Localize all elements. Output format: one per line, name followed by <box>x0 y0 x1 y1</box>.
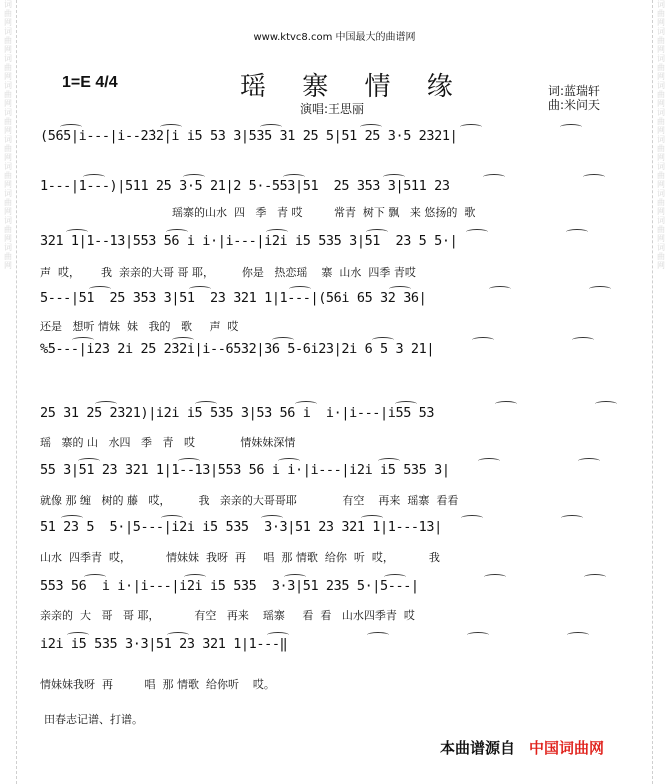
slur-mark <box>361 515 383 521</box>
lyric-line: 山水 四季青 哎， 情妹妹 我呀 再 唱 那 情歌 给你 听 哎， 我 <box>40 551 440 564</box>
slur-mark <box>66 229 88 235</box>
composer-credit: 曲:米问天 <box>548 98 601 112</box>
slur-mark <box>461 515 483 521</box>
slur-mark <box>89 286 111 292</box>
notation-line: 25 31 25 2321)|i2i i5 535 3|53 56 i i·|i---|i55 53 <box>40 405 435 421</box>
lyric-line: 瑶寨的山水 四 季 青 哎 常青 树下 飘 来 悠扬的 歌 <box>172 206 476 219</box>
slur-mark <box>172 337 194 343</box>
slur-mark <box>561 515 583 521</box>
source-label: 本曲谱源自 <box>440 739 516 757</box>
source-attribution <box>440 737 604 758</box>
slur-mark <box>472 337 494 343</box>
right-watermark-strip: 词 曲 网 词 曲 网 词 曲 网 词 曲 网 词 曲 网 词 曲 网 词 曲 网 词 曲 网 词 曲 网 词 曲 网 <box>657 0 665 270</box>
slur-mark <box>195 401 217 407</box>
slur-mark <box>167 632 189 638</box>
key-signature: 1=E 4/4 <box>62 74 118 91</box>
slur-mark <box>572 337 594 343</box>
notation-line: (565|i---|i--2̇32̇|i i5 53 3|535 31 25 5|51 25 3·5 2321| <box>40 128 458 144</box>
right-border-line <box>652 0 653 784</box>
lyric-line: 声 哎， 我 亲亲的大哥 哥 耶， 你是 热恋瑶 寨 山水 四季 青哎 <box>40 266 416 279</box>
slur-mark <box>289 286 311 292</box>
notation-line: 321 1|1--13|553 56 i i·|i---|i2i i5 535 3|51 23 5 5·| <box>40 233 458 249</box>
slur-mark <box>260 124 282 130</box>
slur-mark <box>61 515 83 521</box>
lyric-line: 瑶 寨的 山 水四 季 青 哎 情妹妹深情 <box>40 436 296 449</box>
slur-mark <box>495 401 517 407</box>
left-watermark-strip: 词 曲 网 词 曲 网 词 曲 网 词 曲 网 词 曲 网 词 曲 网 词 曲 网 词 曲 网 词 曲 网 词 曲 网 <box>4 0 12 270</box>
notation-line: 55 3|51 23 321 1|1--13|553 56 i i·|i---|i2i i5 535 3| <box>40 462 450 478</box>
slur-mark <box>295 401 317 407</box>
slur-mark <box>67 632 89 638</box>
slur-mark <box>178 458 200 464</box>
slur-mark <box>278 458 300 464</box>
slur-mark <box>95 401 117 407</box>
slur-mark <box>283 174 305 180</box>
slur-mark <box>83 174 105 180</box>
slur-mark <box>584 574 606 580</box>
slur-mark <box>595 401 617 407</box>
slur-mark <box>72 337 94 343</box>
slur-mark <box>161 515 183 521</box>
slur-mark <box>189 286 211 292</box>
slur-mark <box>578 458 600 464</box>
slur-mark <box>583 174 605 180</box>
notation-line: 553 56 i i·|i---|i2i i5 535 3·3|51 235 5·|5---| <box>40 578 419 594</box>
source-brand: 中国词曲网 <box>529 739 605 757</box>
slur-mark <box>166 229 188 235</box>
singer-credit: 演唱:王思丽 <box>300 102 365 116</box>
slur-mark <box>160 124 182 130</box>
slur-mark <box>566 229 588 235</box>
lyricist-credit: 词:蓝瑞轩 <box>548 84 601 98</box>
lyric-line: 亲亲的 大 哥 哥 耶， 有空 再来 瑶寨 看 看 山水四季青 哎 <box>40 609 415 622</box>
lyric-line: 就像 那 缠 树的 藤 哎， 我 亲亲的大哥哥耶 有空 再来 瑶寨 看看 <box>40 494 459 507</box>
slur-mark <box>272 337 294 343</box>
slur-mark <box>184 574 206 580</box>
slur-mark <box>60 124 82 130</box>
lyric-line: 情妹妹我呀 再 唱 那 情歌 给你听 哎。 <box>40 678 275 691</box>
slur-mark <box>478 458 500 464</box>
transcriber-note: 田春志记谱、打谱。 <box>44 713 143 726</box>
song-title: 瑶 寨 情 缘 <box>240 72 467 102</box>
notation-line: 51 23 5 5·|5---|i2i i5 535 3·3|51 23 321 1|1---13| <box>40 519 442 535</box>
slur-mark <box>378 458 400 464</box>
slur-mark <box>489 286 511 292</box>
slur-mark <box>366 229 388 235</box>
slur-mark <box>266 229 288 235</box>
notation-line: 1---|1---)|511 25 3·5 21|2 5·-553|51 25 353 3|511 23 <box>40 178 450 194</box>
slur-mark <box>261 515 283 521</box>
slur-mark <box>78 458 100 464</box>
left-border-line <box>16 0 17 784</box>
slur-mark <box>267 632 289 638</box>
lyric-line: 还是 想听 情妹 妹 我的 歌 声 哎 <box>40 320 239 333</box>
slur-mark <box>567 632 589 638</box>
slur-mark <box>384 574 406 580</box>
slur-mark <box>360 124 382 130</box>
slur-mark <box>460 124 482 130</box>
slur-mark <box>560 124 582 130</box>
slur-mark <box>284 574 306 580</box>
slur-mark <box>84 574 106 580</box>
slur-mark <box>372 337 394 343</box>
site-url: www.ktvc8.com 中国最大的曲谱网 <box>253 32 416 43</box>
slur-mark <box>589 286 611 292</box>
slur-mark <box>466 229 488 235</box>
slur-mark <box>395 401 417 407</box>
slur-mark <box>183 174 205 180</box>
notation-line: %5---|i23 2i 25 232i|i--6532|36 5-6i23|2i 6 5 3 21| <box>40 341 435 357</box>
slur-mark <box>383 174 405 180</box>
slur-mark <box>484 574 506 580</box>
slur-mark <box>483 174 505 180</box>
notation-line: i2i i5 535 3·3|51 23 321 1|1---‖ <box>40 636 288 652</box>
slur-mark <box>467 632 489 638</box>
slur-mark <box>389 286 411 292</box>
notation-line: 5---|51 25 353 3|51 23 321 1|1---|(56i 65 32 36| <box>40 290 427 306</box>
slur-mark <box>367 632 389 638</box>
